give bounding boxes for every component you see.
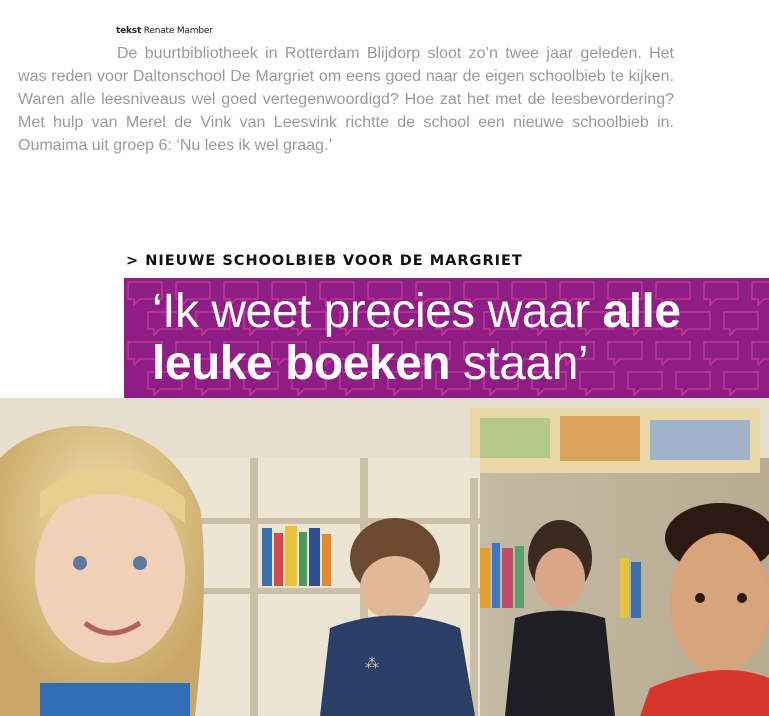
headline-part-2: staan’ (450, 337, 589, 390)
byline-author: Renate Mamber (143, 26, 213, 36)
library-photo (0, 398, 769, 716)
byline (116, 26, 213, 36)
photo-illustration (0, 398, 769, 716)
headline-banner (124, 278, 769, 398)
headline-bold: alle leuke boeken (152, 285, 681, 390)
svg-text:⁂: ⁂ (365, 656, 379, 672)
headline-part-1: ‘Ik weet precies waar (152, 285, 603, 338)
girl-figure (0, 426, 204, 716)
byline-label: tekst (116, 26, 142, 36)
intro-paragraph: De buurtbibliotheek in Rotterdam Blijdorp sloot zo’n twee jaar geleden. Het was reden voor Daltonschool De Margriet om eens goed naar de eigen schoolbieb te kijken. Waren alle leesniveaus wel goed vertegenwoordigd? Hoe zat het met de leesbevordering? Met hulp van Merel de Vink van Leesvink richtte de school een nieuwe schoolbieb in. Oumaima uit groep 6: ‘Nu lees ik wel graag.’ (18, 45, 674, 154)
headline (152, 286, 762, 390)
section-kicker: > NIEUWE SCHOOLBIEB VOOR DE MARGRIET (126, 253, 523, 269)
